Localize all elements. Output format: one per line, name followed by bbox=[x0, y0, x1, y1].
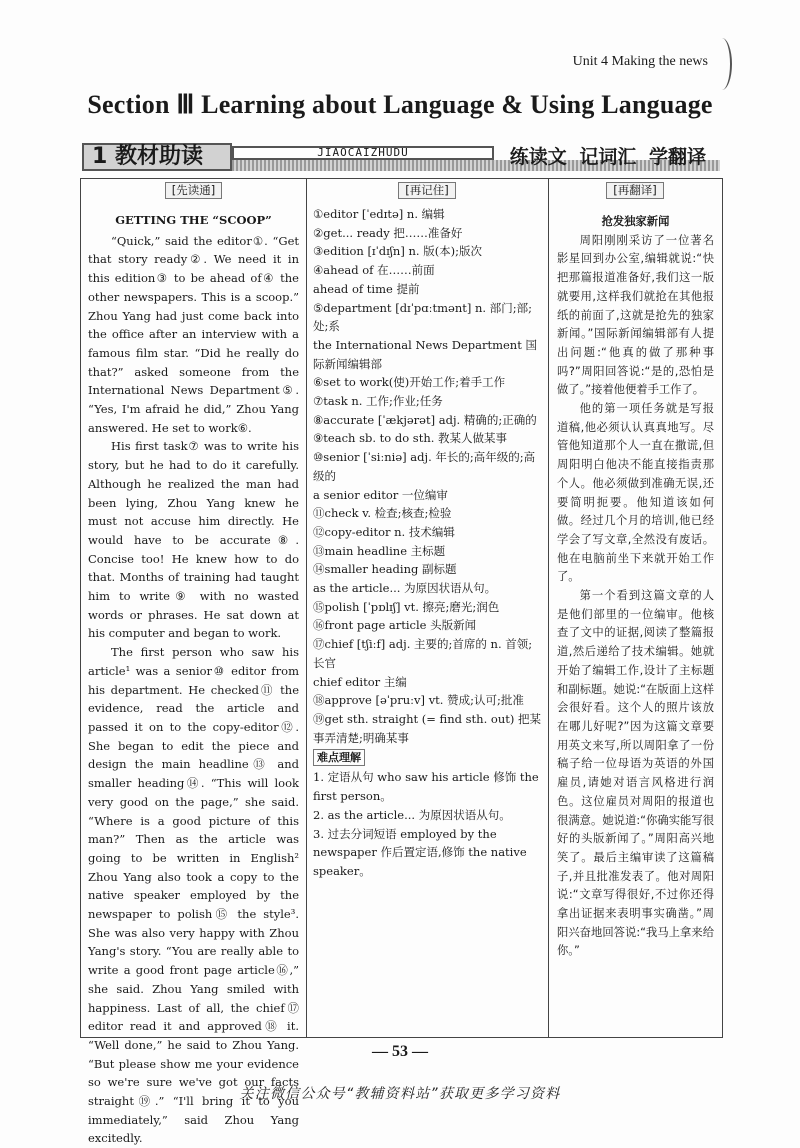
vocab-item: ②get... ready 把……准备好 bbox=[313, 225, 463, 240]
translation-paragraph: 他的第一项任务就是写报道稿,他必须认认真真地写。尽管他知道那个人一直在撒谎,但周阳明白他决不能直接指责那个人。他必须做到准确无误,还要简明扼要。他知道该如何做。经过几个月的培训,他已经学会了写文章,全然没有废话。他在电脑前坐下来就开始工作了。 bbox=[557, 402, 714, 584]
vocab-item: as the article... 为原因状语从句。 bbox=[313, 581, 497, 596]
vocab-item: ⑦task n. 工作;作业;任务 bbox=[313, 394, 443, 409]
vocab-item: ⑮polish [ˈpɒlɪʃ] vt. 擦亮;磨光;润色 bbox=[313, 599, 500, 614]
section-banner bbox=[82, 140, 720, 174]
translation-paragraph: 周阳刚刚采访了一位著名影星回到办公室,编辑就说:“快把那篇报道准备好,我们这一版就要用,这样我们就抢在其他报纸的前面了,这就是抢先的独家新闻。”国际新闻编辑部有人提出问题:“他真的做了那种事吗?”周阳回答说:“是的,恐怕是做了。”接着他便着手工作了。 bbox=[557, 233, 714, 397]
vocabulary-column bbox=[306, 179, 549, 1037]
banner-main-label: 1 教材助读 bbox=[82, 143, 232, 171]
vocab-item: ⑯front page article 头版新闻 bbox=[313, 618, 477, 633]
story-paragraph: “Quick,” said the editor①. “Get that story ready②. We need it in this edition③ to be ahead of④ the other newspapers. This is a scoop.” Zhou Yang had just come back into the office after an interview with a famous film star. “Did he really do that?” asked someone from the International News Department⑤. “Yes, I'm afraid he did,” Zhou Yang answered. He set to work⑥. bbox=[88, 233, 299, 435]
vocab-item: ⑭smaller heading 副标题 bbox=[313, 562, 457, 577]
vocab-item: ⑨teach sb. to do sth. 教某人做某事 bbox=[313, 431, 508, 446]
page-number: — 53 — bbox=[372, 1043, 428, 1060]
chinese-translation bbox=[548, 201, 722, 961]
english-story bbox=[81, 201, 306, 1148]
vocab-item: ①editor [ˈedɪtə] n. 编辑 bbox=[313, 207, 445, 221]
vocab-item: ⑪check v. 检查;核查;检验 bbox=[313, 506, 452, 521]
grammar-note: 3. 过去分词短语 employed by the newspaper 作后置定语,修饰 the native speaker。 bbox=[313, 826, 527, 878]
vocab-item: the International News Department 国际新闻编辑部 bbox=[313, 337, 537, 371]
grammar-note: 2. as the article... 为原因状语从句。 bbox=[313, 807, 511, 822]
story-paragraph: His first task⑦ was to write his story, but he had to do it carefully. Although he realized the man had been lying, Zhou Yang knew he must not accuse him directly. He would have to be accurate⑧. Concise too! He knew how to do that. Months of training had taught him to write⑨ with no wasted words or phrases. He sat down at his computer and began to work. bbox=[88, 439, 299, 641]
vocab-item: ⑥set to work(使)开始工作;着手工作 bbox=[313, 375, 506, 390]
vocab-item: ⑲get sth. straight (= find sth. out) 把某事弄清楚;明确某事 bbox=[313, 711, 541, 745]
vocab-item: ⑤department [dɪˈpɑːtmənt] n. 部门;部;处;系 bbox=[313, 300, 532, 334]
vocab-item: chief editor 主编 bbox=[313, 674, 407, 689]
section-title: Section Ⅲ Learning about Language & Using Language bbox=[87, 90, 713, 119]
vocab-item: ⑰chief [tʃiːf] adj. 主要的;首席的 n. 首领;长官 bbox=[313, 637, 533, 670]
footer-note: 关注微信公众号“教辅资料站”获取更多学习资料 bbox=[239, 1086, 561, 1102]
story-title: GETTING THE “SCOOP” bbox=[115, 213, 272, 227]
english-text-column bbox=[81, 179, 307, 1146]
vocab-item: ⑬main headline 主标题 bbox=[313, 543, 446, 558]
difficulty-label: 难点理解 bbox=[313, 749, 365, 766]
grammar-note: 1. 定语从句 who saw his article 修饰 the first person。 bbox=[313, 770, 539, 804]
page-edge-arc bbox=[712, 38, 732, 90]
vocab-item: ⑫copy-editor n. 技术编辑 bbox=[313, 524, 455, 539]
vocab-item: ③edition [ɪˈdɪʃn] n. 版(本);版次 bbox=[313, 244, 483, 259]
banner-pinyin-label: JIAOCAIZHUDU bbox=[232, 146, 494, 160]
vocab-item: a senior editor 一位编审 bbox=[313, 487, 448, 502]
banner-right-slogan: 练读文 记词汇 学翻译 bbox=[509, 146, 706, 168]
unit-header: Unit 4 Making the news bbox=[572, 54, 708, 69]
vocab-item: ⑩senior [ˈsiːniə] adj. 年长的;高年级的;高级的 bbox=[313, 450, 536, 483]
translation-paragraph: 第一个看到这篇文章的人是他们部里的一位编审。他核查了文中的证据,阅读了整篇报道,然后递给了技术编辑。她就开始了编辑工作,设计了主标题和副标题。她说:“在版面上这样会很好看。这个人的照片该放在哪儿好呢?”因为这篇文章要用英文来写,所以周阳拿了一份稿子给一位母语为英语的外国雇员,请她对语言风格进行润色。这位雇员对周阳的报道也很满意。她说道:“你确实能写很好的头版新闻了。”周阳高兴地笑了。最后主编审读了这篇稿子,并且批准发表了。他对周阳说:“文章写得很好,不过你还得拿出证据来表明事实确凿。”周阳兴奋地回答说:“我马上拿来给你。” bbox=[557, 589, 714, 958]
column-header-translate: [再翻译] bbox=[606, 182, 663, 199]
vocab-item: ⑱approve [əˈpruːv] vt. 赞成;认可;批准 bbox=[313, 693, 524, 708]
vocab-item: ⑧accurate [ˈækjərət] adj. 精确的;正确的 bbox=[313, 412, 537, 427]
vocab-item: ahead of time 提前 bbox=[313, 281, 420, 296]
translation-column bbox=[548, 179, 722, 1037]
column-header-read: [先读通] bbox=[165, 182, 222, 199]
column-header-memorize: [再记住] bbox=[398, 182, 455, 199]
vocab-list bbox=[306, 201, 548, 881]
story-paragraph: The first person who saw his article¹ was a senior⑩ editor from his department. He checked⑪ the evidence, read the article and passed it on to the copy-editor⑫. She began to edit the piece and design the main headline⑬ and smaller heading⑭. “This will look very good on the page,” she said. “Where is a good picture of this man?” Then as the article was going to be written in English² Zhou Yang also took a copy to the native speaker employed by the newspaper to polish⑮ the style³. She was also very happy with Zhou Yang's story. “You are really able to write a good front page article⑯,” she said. Zhou Yang smiled with happiness. Last of all, the chief⑰ editor read it and approved⑱ it. “Well done,” he said to Zhou Yang. “But please show me your evidence so we're sure we've got our facts straight⑲.” “I'll bring it to you immediately,” said Zhou Yang excitedly. bbox=[88, 645, 299, 1146]
vocab-item: ④ahead of 在……前面 bbox=[313, 263, 435, 278]
translation-title: 抢发独家新闻 bbox=[601, 215, 670, 228]
